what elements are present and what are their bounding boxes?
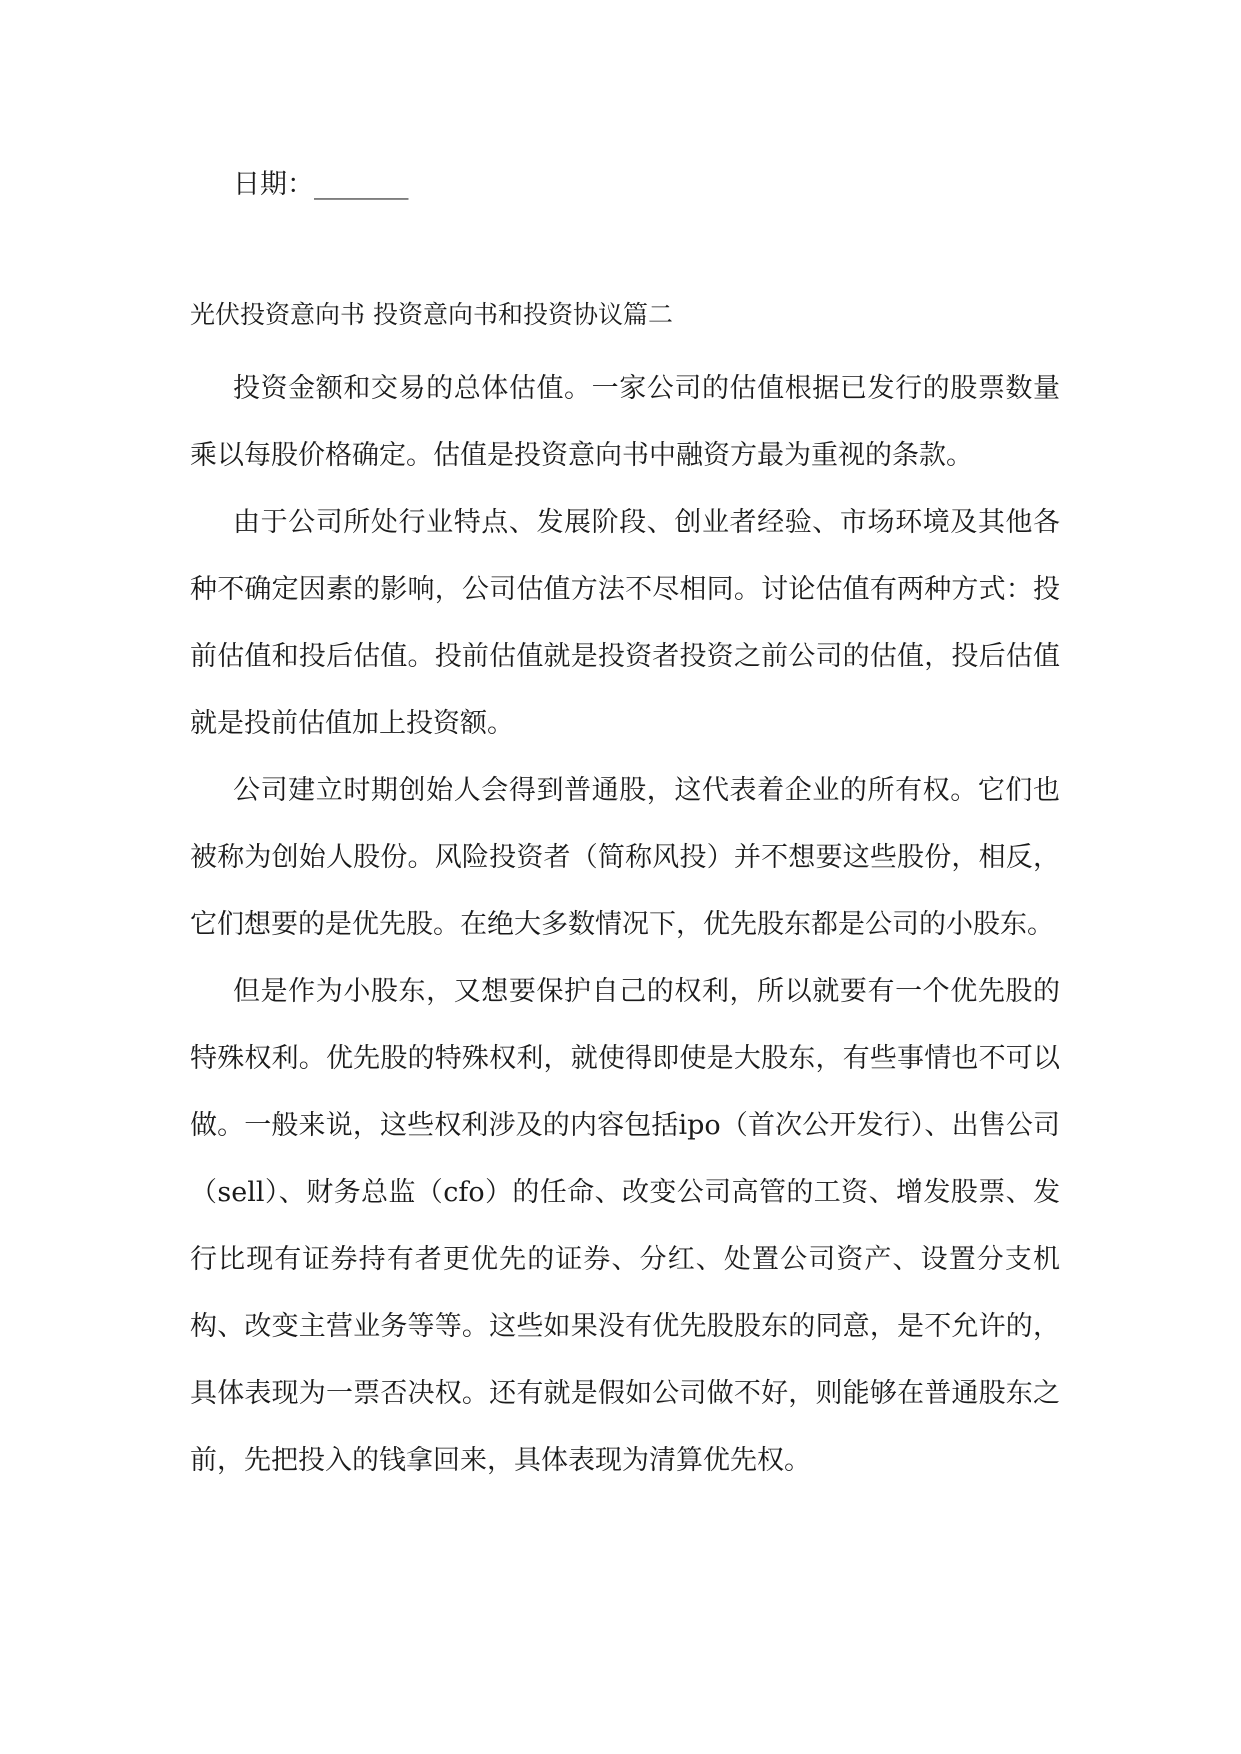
body-text <box>190 355 1060 1494</box>
paragraph-valuation: 投资金额和交易的总体估值。一家公司的估值根据已发行的股票数量乘以每股价格确定。估值是投资意向书中融资方最为重视的条款。 <box>190 373 1060 471</box>
paragraph-preferred-rights: 但是作为小股东，又想要保护自己的权利，所以就要有一个优先股的特殊权利。优先股的特殊权利，就使得即使是大股东，有些事情也不可以做。一般来说，这些权利涉及的内容包括ipo（首次公开发行）、出售公司（sell）、财务总监（cfo）的任命、改变公司高管的工资、增发股票、发行比现有证券持有者更优先的证券、分红、处置公司资产、设置分支机构、改变主营业务等等。这些如果没有优先股股东的同意，是不允许的，具体表现为一票否决权。还有就是假如公司做不好，则能够在普通股东之前，先把投入的钱拿回来，具体表现为清算优先权。 <box>190 976 1060 1476</box>
paragraph-valuation-methods: 由于公司所处行业特点、发展阶段、创业者经验、市场环境及其他各种不确定因素的影响，公司估值方法不尽相同。讨论估值有两种方式：投前估值和投后估值。投前估值就是投资者投资之前公司的估值，投后估值就是投前估值加上投资额。 <box>190 507 1060 739</box>
date-line: 日期：_______ <box>233 169 409 200</box>
paragraph-common-preferred-stock: 公司建立时期创始人会得到普通股，这代表着企业的所有权。它们也被称为创始人股份。风险投资者（简称风投）并不想要这些股份，相反，它们想要的是优先股。在绝大多数情况下，优先股东都是公司的小股东。 <box>190 775 1060 940</box>
section-title: 光伏投资意向书 投资意向书和投资协议篇二 <box>190 300 673 329</box>
